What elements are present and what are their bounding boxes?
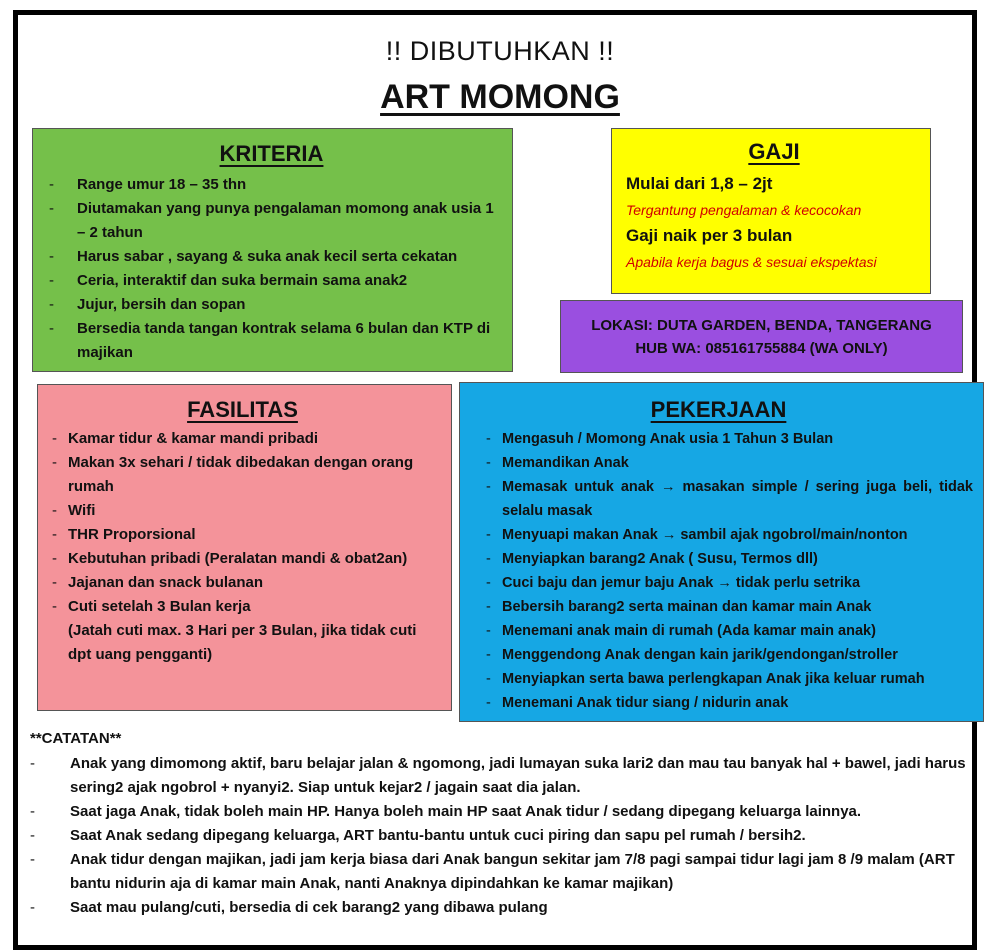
kriteria-item: - Ceria, interaktif dan suka bermain sama anak2 — [39, 269, 504, 293]
gaji-raise: Gaji naik per 3 bulan — [626, 226, 793, 245]
fasilitas-list — [42, 427, 443, 619]
pekerjaan-item: - Menyuapi makan Anak → sambil ajak ngobrol/main/nonton — [464, 523, 973, 547]
fasilitas-item: - Jajanan dan snack bulanan — [42, 571, 443, 595]
pekerjaan-box — [459, 382, 984, 722]
fasilitas-heading: FASILITAS — [187, 397, 298, 422]
pekerjaan-item: - Menemani anak main di rumah (Ada kamar main anak) — [464, 619, 973, 643]
kriteria-item: - Range umur 18 – 35 thn — [39, 173, 504, 197]
kriteria-item: - Bersedia tanda tangan kontrak selama 6 bulan dan KTP di majikan — [39, 317, 504, 365]
fasilitas-item: - Cuti setelah 3 Bulan kerja — [42, 595, 443, 619]
poster-subtitle: !! DIBUTUHKAN !! — [385, 36, 615, 66]
catatan-list — [30, 752, 970, 920]
catatan-heading: **CATATAN** — [30, 730, 122, 747]
pekerjaan-item: - Menyiapkan serta bawa perlengkapan Anak jika keluar rumah — [464, 667, 973, 691]
kriteria-list — [39, 173, 504, 365]
kriteria-heading: KRITERIA — [219, 141, 324, 166]
poster-title — [0, 78, 1000, 117]
pekerjaan-item: - Memandikan Anak — [464, 451, 973, 475]
lokasi-box — [560, 300, 963, 373]
lokasi-contact: HUB WA: 085161755884 (WA ONLY) — [635, 339, 888, 357]
fasilitas-item: - Kebutuhan pribadi (Peralatan mandi & obat2an) — [42, 547, 443, 571]
gaji-box — [611, 128, 931, 294]
kriteria-box — [32, 128, 513, 372]
kriteria-item: - Harus sabar , sayang & suka anak kecil serta cekatan — [39, 245, 504, 269]
fasilitas-item: - Makan 3x sehari / tidak dibedakan dengan orang rumah — [42, 451, 443, 499]
fasilitas-cuti-note: (Jatah cuti max. 3 Hari per 3 Bulan, jika tidak cuti dpt uang pengganti) — [68, 622, 417, 663]
gaji-note-experience: Tergantung pengalaman & kecocokan — [626, 202, 862, 218]
fasilitas-item: - Wifi — [42, 499, 443, 523]
pekerjaan-item: - Cuci baju dan jemur baju Anak → tidak perlu setrika — [464, 571, 973, 595]
pekerjaan-item: - Mengasuh / Momong Anak usia 1 Tahun 3 Bulan — [464, 427, 973, 451]
pekerjaan-item: - Menemani Anak tidur siang / nidurin anak — [464, 691, 973, 715]
lokasi-address: LOKASI: DUTA GARDEN, BENDA, TANGERANG — [591, 316, 932, 334]
pekerjaan-item: - Bebersih barang2 serta mainan dan kamar main Anak — [464, 595, 973, 619]
fasilitas-box — [37, 384, 452, 711]
fasilitas-item: - THR Proporsional — [42, 523, 443, 547]
gaji-note-performance: Apabila kerja bagus & sesuai ekspektasi — [626, 254, 877, 270]
catatan-item: - Anak tidur dengan majikan, jadi jam kerja biasa dari Anak bangun sekitar jam 7/8 pagi sampai tidur lagi jam 8 /9 malam (ART bantu nidurin aja di kamar main Anak, nanti Anaknya dipindahkan ke kamar majikan) — [30, 848, 970, 896]
pekerjaan-item: - Menyiapkan barang2 Anak ( Susu, Termos dll) — [464, 547, 973, 571]
kriteria-item: - Jujur, bersih dan sopan — [39, 293, 504, 317]
poster-title-text: ART MOMONG — [380, 78, 620, 116]
catatan-section — [30, 728, 970, 920]
pekerjaan-list — [464, 427, 973, 715]
pekerjaan-heading: PEKERJAAN — [650, 397, 787, 422]
fasilitas-item: - Kamar tidur & kamar mandi pribadi — [42, 427, 443, 451]
catatan-item: - Saat mau pulang/cuti, bersedia di cek barang2 yang dibawa pulang — [30, 896, 970, 920]
catatan-item: - Saat Anak sedang dipegang keluarga, ART bantu-bantu untuk cuci piring dan sapu pel rumah / bersih2. — [30, 824, 970, 848]
pekerjaan-item: - Menggendong Anak dengan kain jarik/gendongan/stroller — [464, 643, 973, 667]
pekerjaan-item: - Memasak untuk anak → masakan simple / sering juga beli, tidak selalu masak — [464, 475, 973, 523]
catatan-item: - Saat jaga Anak, tidak boleh main HP. Hanya boleh main HP saat Anak tidur / sedang dipegang keluarga lainnya. — [30, 800, 970, 824]
gaji-heading: GAJI — [748, 139, 800, 164]
kriteria-item: - Diutamakan yang punya pengalaman momong anak usia 1 – 2 tahun — [39, 197, 504, 245]
catatan-item: - Anak yang dimomong aktif, baru belajar jalan & ngomong, jadi lumayan suka lari2 dan mau tau banyak hal + bawel, jadi harus sering2 ajak ngobrol + nyanyi2. Siap untuk kejar2 / jagain saat dia jalan. — [30, 752, 970, 800]
gaji-start-salary: Mulai dari 1,8 – 2jt — [626, 174, 773, 193]
